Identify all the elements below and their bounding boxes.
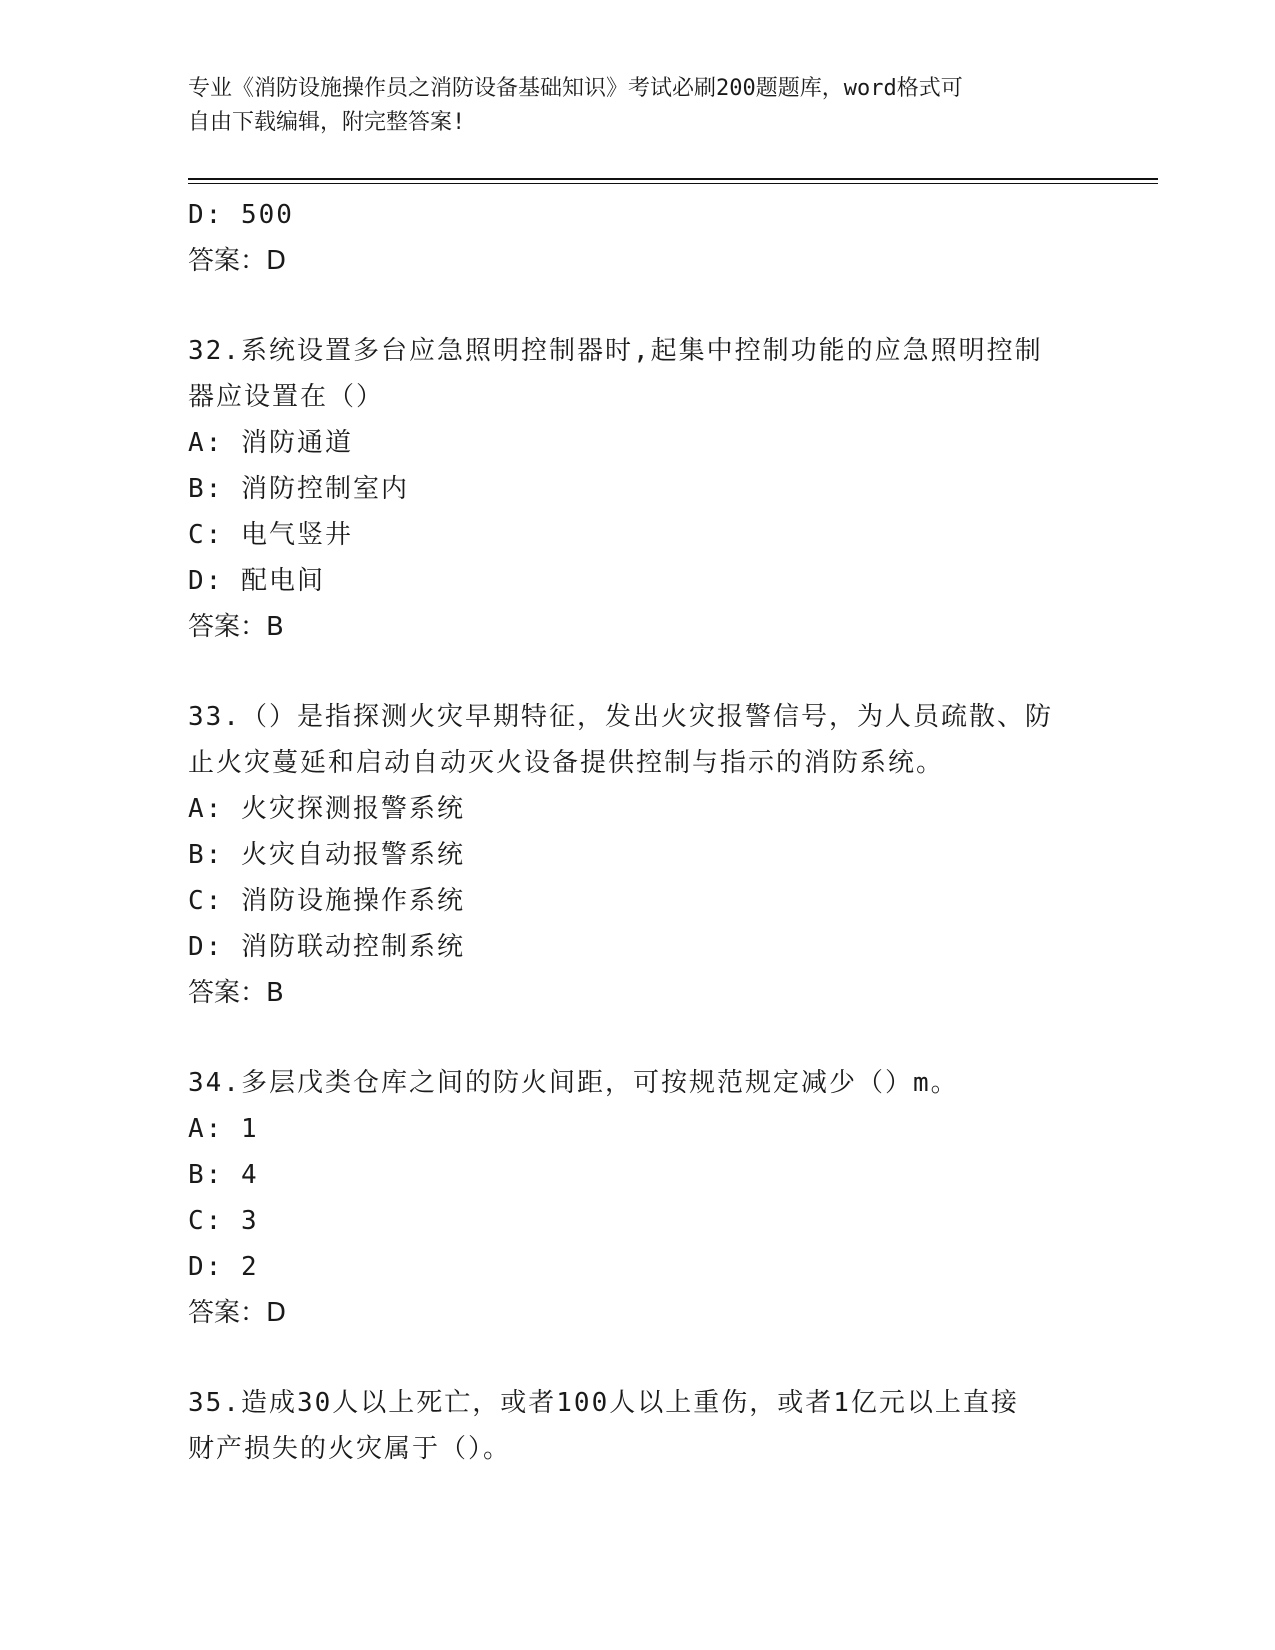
question-stem-cont: 器应设置在（） <box>188 382 385 412</box>
question-35 <box>188 1380 1108 1472</box>
question-stem: 33.（）是指探测火灾早期特征，发出火灾报警信号，为人员疏散、防 <box>188 702 1053 732</box>
question-32 <box>188 328 1108 650</box>
question-stem: 32.系统设置多台应急照明控制器时,起集中控制功能的应急照明控制 <box>188 336 1043 366</box>
question-stem-cont: 止火灾蔓延和启动自动灭火设备提供控制与指示的消防系统。 <box>188 748 945 778</box>
option-a: A: 1 <box>188 1114 259 1144</box>
document-header <box>188 72 1088 140</box>
header-rule-thick <box>188 178 1158 180</box>
question-34 <box>188 1060 1108 1336</box>
option-d: D: 500 <box>188 200 294 230</box>
header-line-1: 专业《消防设施操作员之消防设备基础知识》考试必刷200题题库，word格式可 <box>188 76 963 101</box>
option-b: B: 4 <box>188 1160 259 1190</box>
answer-label: 答案：D <box>188 1298 287 1328</box>
answer-label: 答案：B <box>188 612 284 642</box>
option-d: D: 2 <box>188 1252 259 1282</box>
option-d: D: 消防联动控制系统 <box>188 932 465 962</box>
option-b: B: 消防控制室内 <box>188 474 409 504</box>
question-stem: 35.造成30人以上死亡，或者100人以上重伤，或者1亿元以上直接 <box>188 1388 1019 1418</box>
question-31-tail <box>188 192 1108 284</box>
header-line-2: 自由下载编辑，附完整答案! <box>188 110 466 135</box>
answer-label: 答案：D <box>188 246 287 276</box>
option-a: A: 消防通道 <box>188 428 353 458</box>
option-a: A: 火灾探测报警系统 <box>188 794 465 824</box>
option-c: C: 3 <box>188 1206 259 1236</box>
question-stem: 34.多层戊类仓库之间的防火间距，可按规范规定减少（）m。 <box>188 1068 959 1098</box>
question-stem-cont: 财产损失的火灾属于（）。 <box>188 1434 512 1464</box>
option-c: C: 电气竖井 <box>188 520 353 550</box>
answer-label: 答案：B <box>188 978 284 1008</box>
option-b: B: 火灾自动报警系统 <box>188 840 465 870</box>
question-33 <box>188 694 1108 1016</box>
option-d: D: 配电间 <box>188 566 325 596</box>
option-c: C: 消防设施操作系统 <box>188 886 465 916</box>
question-list <box>188 192 1108 1472</box>
header-rule-thin <box>188 183 1158 184</box>
